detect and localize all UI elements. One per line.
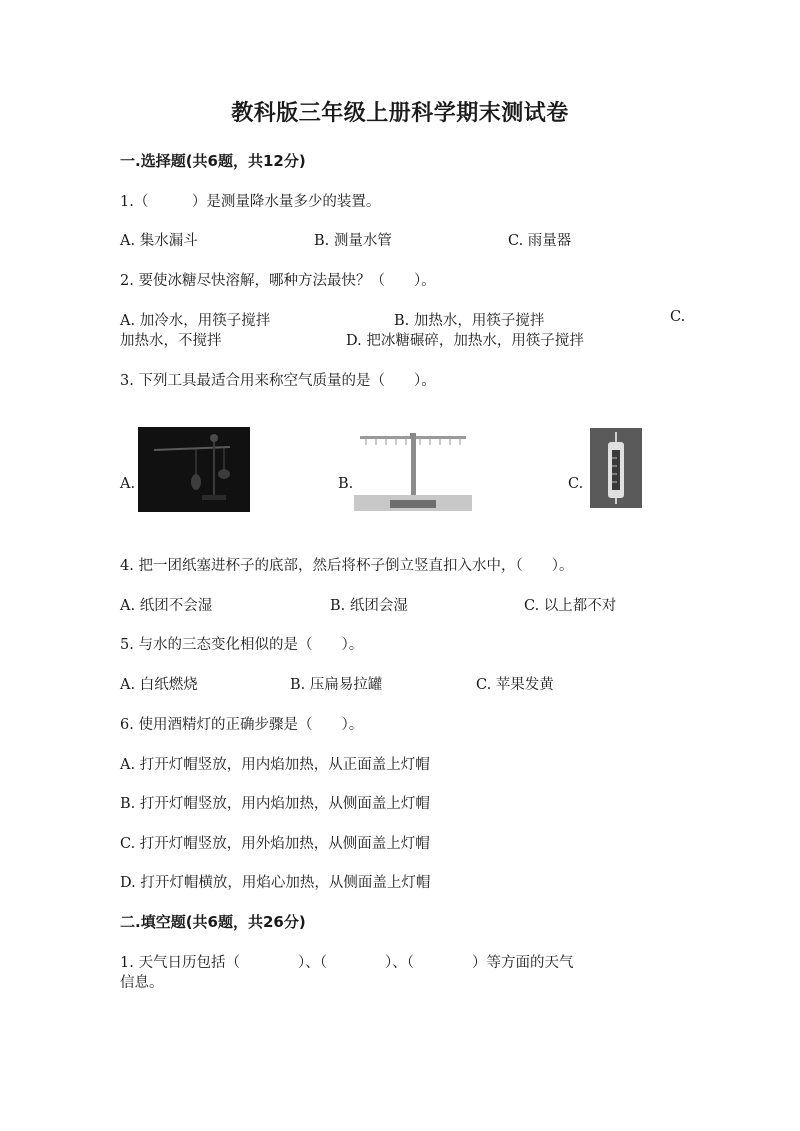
question-2-option-d: D. 把冰糖碾碎，加热水，用筷子搅拌 bbox=[346, 333, 584, 349]
question-2-stem: 2. 要使冰糖尽快溶解，哪种方法最快？（ ）。 bbox=[120, 273, 436, 289]
question-6-stem: 6. 使用酒精灯的正确步骤是（ ）。 bbox=[120, 717, 364, 733]
question-3-stem: 3. 下列工具最适合用来称空气质量的是（ ）。 bbox=[120, 373, 436, 389]
question-5-option-c: C. 苹果发黄 bbox=[476, 677, 554, 693]
question-3-option-b: B. bbox=[338, 476, 354, 492]
fill-question-1-line-2: 信息。 bbox=[120, 975, 164, 991]
question-4-option-c: C. 以上都不对 bbox=[524, 598, 617, 614]
question-1-option-b: B. 测量水管 bbox=[314, 233, 392, 249]
question-4-option-b: B. 纸团会湿 bbox=[330, 598, 408, 614]
section-heading-choice: 一.选择题(共6题，共12分) bbox=[120, 152, 306, 170]
question-1-option-c: C. 雨量器 bbox=[508, 233, 572, 249]
spring-scale-photo bbox=[590, 428, 642, 508]
question-5-option-a: A. 白纸燃烧 bbox=[120, 677, 198, 693]
question-1-option-a: A. 集水漏斗 bbox=[120, 233, 198, 249]
question-5-option-b: B. 压扁易拉罐 bbox=[290, 677, 383, 693]
fill-question-1-line-1: 1. 天气日历包括（ ）、（ ）、（ ）等方面的天气 bbox=[120, 955, 574, 971]
question-6-option-b: B. 打开灯帽竖放，用内焰加热，从侧面盖上灯帽 bbox=[120, 796, 430, 812]
question-6-option-a: A. 打开灯帽竖放，用内焰加热，从正面盖上灯帽 bbox=[120, 757, 430, 773]
question-3-option-c: C. bbox=[568, 476, 584, 492]
question-6-option-c: C. 打开灯帽竖放，用外焰加热，从侧面盖上灯帽 bbox=[120, 836, 430, 852]
section-heading-fill: 二.填空题(共6题，共26分) bbox=[120, 913, 306, 931]
question-3-option-a: A. bbox=[120, 476, 136, 492]
question-5-stem: 5. 与水的三态变化相似的是（ ）。 bbox=[120, 637, 364, 653]
lever-stand-photo bbox=[354, 431, 472, 511]
question-4-stem: 4. 把一团纸塞进杯子的底部，然后将杯子倒立竖直扣入水中，（ ）。 bbox=[120, 558, 574, 574]
question-2-option-a: A. 加冷水，用筷子搅拌 bbox=[120, 313, 271, 329]
question-2-option-c-label: C. bbox=[670, 309, 686, 325]
question-4-option-a: A. 纸团不会湿 bbox=[120, 598, 213, 614]
question-2-option-c-text: 加热水，不搅拌 bbox=[120, 333, 222, 349]
balance-scale-photo bbox=[138, 427, 250, 512]
question-1-stem: 1.（ ）是测量降水量多少的装置。 bbox=[120, 194, 381, 210]
question-2-option-b: B. 加热水，用筷子搅拌 bbox=[394, 313, 545, 329]
question-6-option-d: D. 打开灯帽横放，用焰心加热，从侧面盖上灯帽 bbox=[120, 875, 431, 891]
page-title: 教科版三年级上册科学期末测试卷 bbox=[231, 101, 569, 126]
